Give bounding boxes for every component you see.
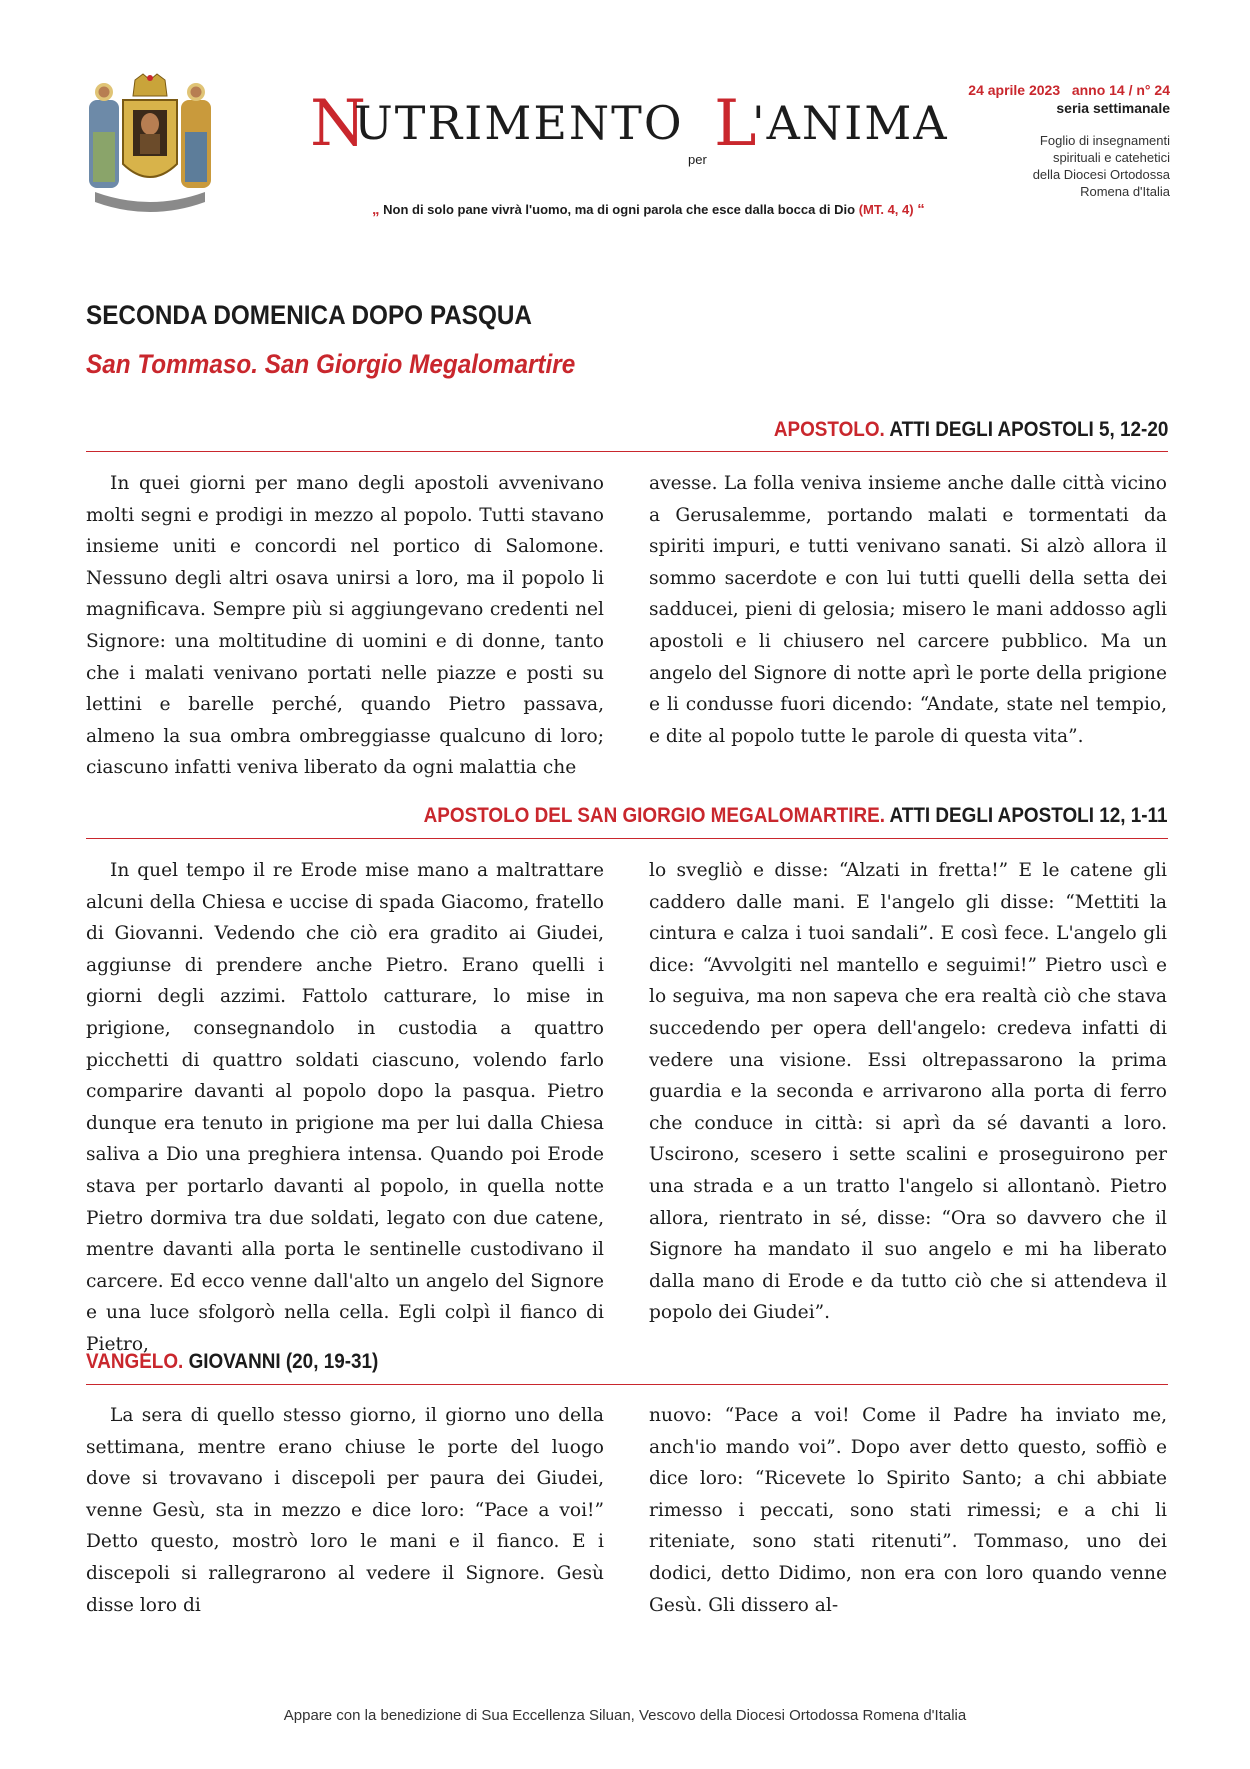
description-line: della Diocesi Ortodossa bbox=[1032, 167, 1170, 182]
motto-open-quote: „ bbox=[372, 201, 380, 218]
masthead bbox=[310, 87, 950, 182]
paragraph: avesse. La folla veniva insieme anche dalle città vicino a Gerusalemme, portando malati e tormentati da spiriti impuri, e tutti venivano sanati. Si alzò allora il sommo sacerdote e con lui tutti quelli della setta dei sadducei, pieni di gelosia; misero le mani addosso agli apostoli e li chiusero nel carcere pubblico. Ma un angelo del Signore di notte aprì le porte della prigione e li condusse fuori dicendo: “Andate, state nel tempio, e dite al popolo tutte le parole di questa vita”. bbox=[649, 473, 1167, 747]
publication-description bbox=[910, 132, 1170, 200]
diocese-emblem-icon bbox=[85, 72, 215, 217]
masthead-initial: N bbox=[310, 87, 366, 161]
motto-close-quote: “ bbox=[917, 201, 925, 218]
section-label: VANGELO. bbox=[86, 1350, 184, 1373]
description-line: spirituali e catehetici bbox=[1052, 150, 1170, 165]
section-reference: GIOVANNI (20, 19-31) bbox=[188, 1350, 379, 1373]
issue-date: 24 aprile 2023 bbox=[968, 82, 1061, 98]
issue-number: anno 14 / n° 24 bbox=[1071, 82, 1170, 98]
section-divider bbox=[86, 451, 1168, 452]
text-column-left bbox=[86, 468, 604, 784]
section-heading-apostolo bbox=[773, 418, 1168, 442]
paragraph: In quel tempo il re Erode mise mano a maltrattare alcuni della Chiesa e uccise di spada Giacomo, fratello di Giovanni. Vedendo che ciò era gradito ai Giudei, aggiunse di prendere anche Pietro. Erano quelli i giorni degli azzimi. Fattolo catturare, lo mise in prigione, consegnandolo in custodia a quattro picchetti di quattro soldati ciascuno, volendo farlo comparire davanti al popolo dopo la pasqua. Pietro dunque era tenuto in prigione ma per lui dalla Chiesa saliva a Dio una preghiera intensa. Quando poi Erode stava per portarlo davanti al popolo, in quella notte Pietro dormiva tra due soldati, legato con due catene, mentre davanti alla porta le sentinelle custodivano il carcere. Ed ecco venne dall'alto un angelo del Signore e una luce sfolgorò nella cella. Egli colpì il fianco di Pietro, bbox=[86, 860, 604, 1355]
section-divider bbox=[86, 1384, 1168, 1385]
text-column-right bbox=[649, 468, 1167, 752]
description-line: Foglio di insegnamenti bbox=[1039, 133, 1170, 148]
masthead-word-2: 'ANIMA bbox=[752, 96, 949, 150]
motto-reference: (MT. 4, 4) bbox=[858, 202, 914, 217]
issue-frequency: seria settimanale bbox=[1056, 100, 1170, 116]
section-heading-apostolo-san-giorgio bbox=[424, 804, 1168, 828]
masthead-word: UTRIMENTO bbox=[354, 96, 684, 150]
section-heading-vangelo bbox=[86, 1350, 378, 1374]
text-column-right bbox=[649, 855, 1167, 1329]
paragraph: lo svegliò e disse: “Alzati in fretta!” E le catene gli caddero dalle mani. E l'angelo gli disse: “Mettiti la cintura e calza i tuoi sandali”. E così fece. L'angelo gli dice: “Avvolgiti nel mantello e seguimi!” Pietro uscì e lo seguiva, ma non sapeva che era realtà ciò che stava succedendo per opera dell'angelo: credeva infatti di vedere una visione. Essi oltrepassarono la prima guardia e la seconda e arrivarono alla porta di ferro che conduce in città: si aprì da sé davanti a loro. Uscirono, scesero i sette scalini e proseguirono per una strada e a un tratto l'angelo si allontanò. Pietro allora, rientrato in sé, disse: “Ora so davvero che il Signore ha mandato il suo angelo e mi ha liberato dalla mano di Erode e da tutto ciò che si attendeva il popolo dei Giudei”. bbox=[649, 860, 1167, 1324]
issue-meta bbox=[910, 82, 1170, 200]
text-column-right bbox=[649, 1400, 1167, 1621]
text-column-left bbox=[86, 1400, 604, 1621]
page-subtitle: San Tommaso. San Giorgio Megalomartire bbox=[86, 349, 576, 379]
section-label: APOSTOLO. bbox=[773, 418, 885, 441]
paragraph: nuovo: “Pace a voi! Come il Padre ha inviato me, anch'io mando voi”. Dopo aver detto questo, soffiò e dice loro: “Ricevete lo Spirito Santo; a chi abbiate rimesso i peccati, sono stati rimessi; e a chi li riteniate, sono stati ritenuti”. Tommaso, uno dei dodici, detto Didimo, non era con loro quando venne Gesù. Gli dissero al- bbox=[649, 1405, 1167, 1616]
paragraph: La sera di quello stesso giorno, il giorno uno della settimana, mentre erano chiuse le porte del luogo dove si trovavano i discepoli per paura dei Giudei, venne Gesù, sta in mezzo e dice loro: “Pace a voi!” Detto questo, mostrò loro le mani e il fianco. E i discepoli si rallegrarono al vedere il Signore. Gesù disse loro di bbox=[86, 1405, 604, 1616]
description-line: Romena d'Italia bbox=[1080, 184, 1170, 199]
section-divider bbox=[86, 838, 1168, 839]
section-reference: ATTI DEGLI APOSTOLI 12, 1-11 bbox=[890, 804, 1168, 827]
masthead-per: per bbox=[688, 152, 707, 167]
text-column-left bbox=[86, 855, 604, 1361]
paragraph: In quei giorni per mano degli apostoli avvenivano molti segni e prodigi in mezzo al popolo. Tutti stavano insieme uniti e concordi nel portico di Salomone. Nessuno degli altri osava unirsi a loro, ma il popolo li magnificava. Sempre più si aggiungevano credenti nel Signore: una moltitudine di uomini e di donne, tanto che i malati venivano portati nelle piazze e posti su lettini e barelle perché, quando Pietro passava, almeno la sua ombra ombreggiasse qualcuno di loro; ciascuno infatti veniva liberato da ogni malattia che bbox=[86, 473, 604, 779]
section-reference: ATTI DEGLI APOSTOLI 5, 12-20 bbox=[888, 418, 1168, 441]
page-title: SECONDA DOMENICA DOPO PASQUA bbox=[86, 300, 532, 330]
motto bbox=[372, 201, 925, 218]
masthead-initial-2: L bbox=[714, 87, 757, 161]
section-label: APOSTOLO DEL SAN GIORGIO MEGALOMARTIRE. bbox=[424, 804, 886, 827]
motto-text: Non di solo pane vivrà l'uomo, ma di ogni parola che esce dalla bocca di Dio bbox=[383, 202, 856, 217]
footer-blessing: Appare con la benedizione di Sua Eccellenza Siluan, Vescovo della Diocesi Ortodossa Romena d'Italia bbox=[283, 1707, 967, 1724]
